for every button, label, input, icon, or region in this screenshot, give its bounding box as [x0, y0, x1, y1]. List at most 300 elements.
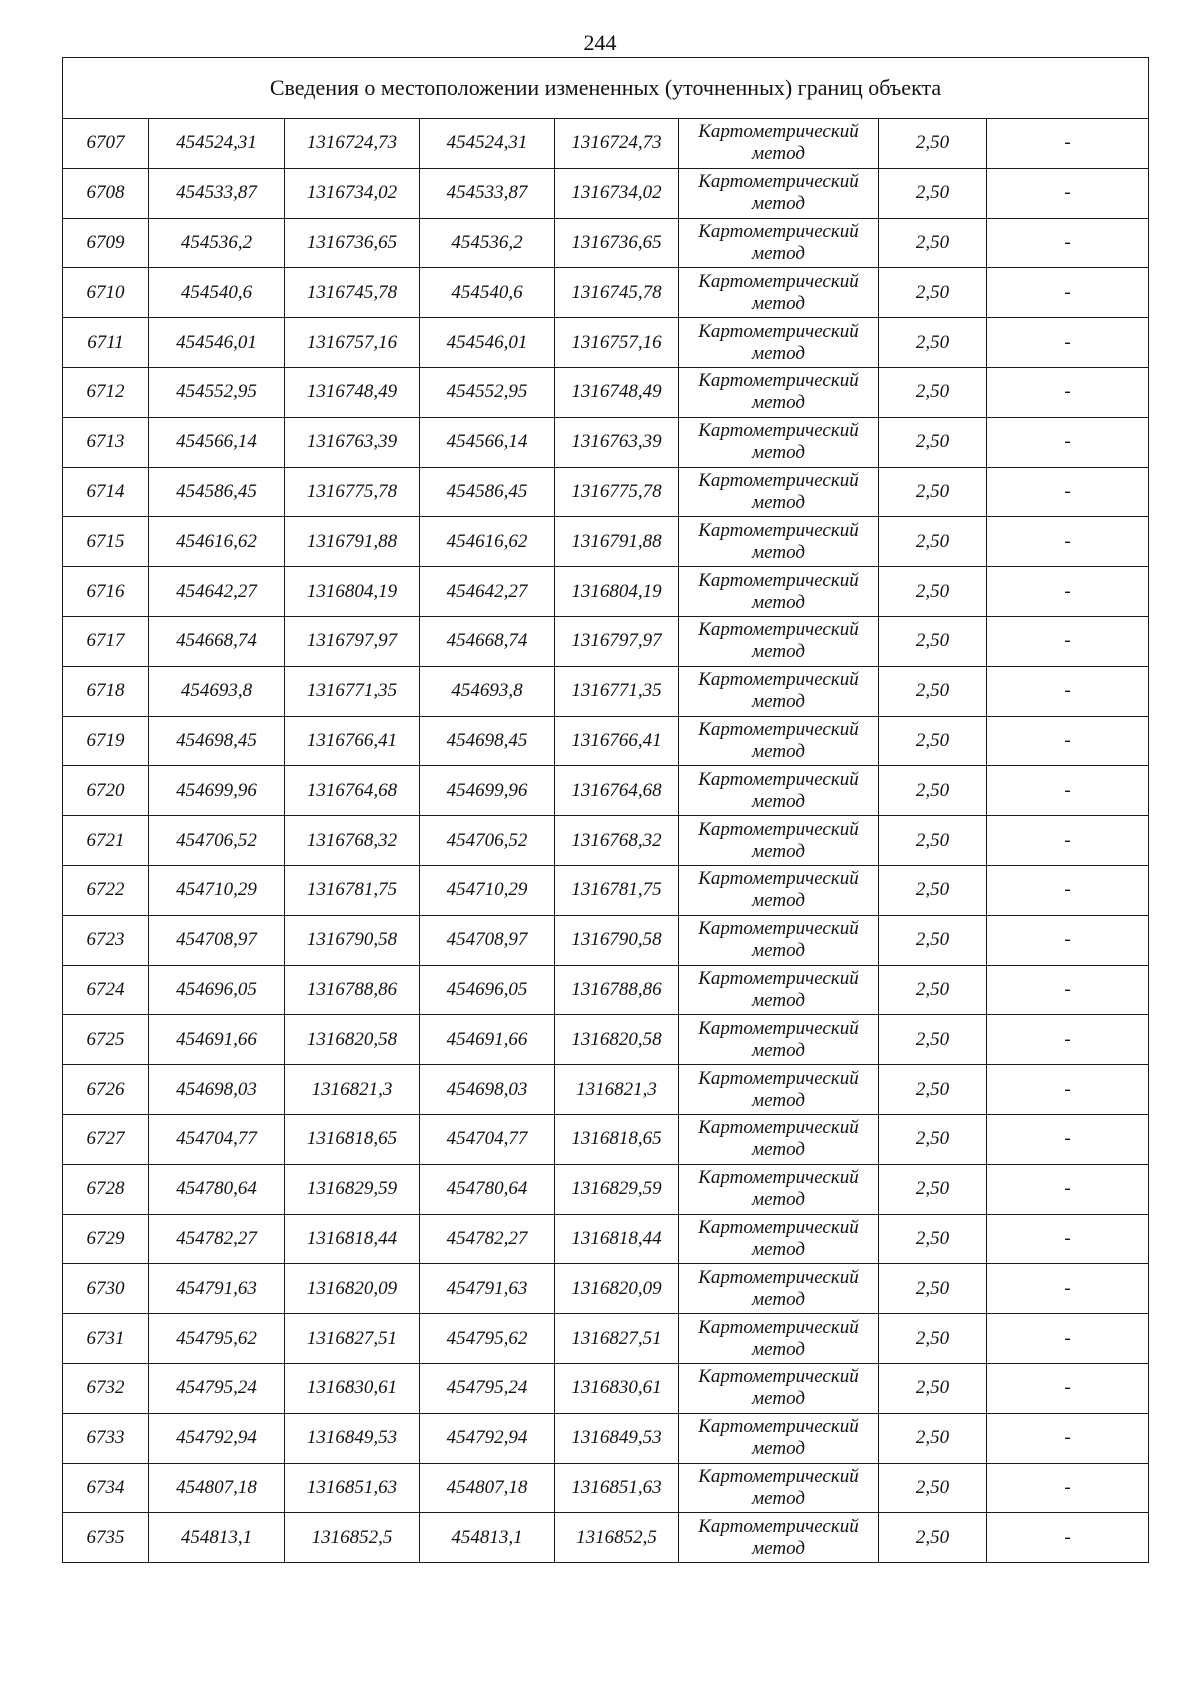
description-cell: - [987, 1513, 1149, 1563]
accuracy-cell: 2,50 [879, 119, 987, 169]
table-row [63, 517, 1149, 567]
refined-x-cell: 454698,03 [420, 1065, 555, 1115]
method-line-1: Картометрический [698, 1216, 859, 1238]
method-line-2: метод [752, 1238, 805, 1260]
table-row [63, 915, 1149, 965]
table-row [63, 367, 1149, 417]
method-line-2: метод [752, 591, 805, 613]
method-cell [679, 816, 879, 866]
point-number-cell: 6733 [63, 1413, 149, 1463]
refined-y-cell: 1316757,16 [555, 318, 679, 368]
existing-x-cell: 454586,45 [149, 467, 285, 517]
point-number-cell: 6724 [63, 965, 149, 1015]
point-number-cell: 6713 [63, 417, 149, 467]
refined-x-cell: 454699,96 [420, 766, 555, 816]
table-row [63, 865, 1149, 915]
existing-x-cell: 454642,27 [149, 567, 285, 617]
accuracy-cell: 2,50 [879, 1314, 987, 1364]
method-line-1: Картометрический [698, 1266, 859, 1288]
accuracy-cell: 2,50 [879, 268, 987, 318]
point-number-cell: 6721 [63, 816, 149, 866]
method-line-2: метод [752, 691, 805, 713]
method-cell [679, 268, 879, 318]
method-line-1: Картометрический [698, 768, 859, 790]
existing-x-cell: 454704,77 [149, 1114, 285, 1164]
method-line-2: метод [752, 442, 805, 464]
method-line-1: Картометрический [698, 171, 859, 193]
existing-y-cell: 1316734,02 [285, 168, 420, 218]
point-number-cell: 6720 [63, 766, 149, 816]
existing-y-cell: 1316821,3 [285, 1065, 420, 1115]
method-line-1: Картометрический [698, 1117, 859, 1139]
accuracy-cell: 2,50 [879, 567, 987, 617]
method-cell [679, 218, 879, 268]
existing-y-cell: 1316849,53 [285, 1413, 420, 1463]
existing-y-cell: 1316827,51 [285, 1314, 420, 1364]
refined-y-cell: 1316849,53 [555, 1413, 679, 1463]
table-row [63, 1065, 1149, 1115]
existing-y-cell: 1316790,58 [285, 915, 420, 965]
method-line-2: метод [752, 940, 805, 962]
method-cell [679, 1413, 879, 1463]
existing-y-cell: 1316757,16 [285, 318, 420, 368]
refined-y-cell: 1316829,59 [555, 1164, 679, 1214]
accuracy-cell: 2,50 [879, 816, 987, 866]
existing-y-cell: 1316818,65 [285, 1114, 420, 1164]
method-cell [679, 915, 879, 965]
description-cell: - [987, 517, 1149, 567]
method-line-1: Картометрический [698, 967, 859, 989]
existing-x-cell: 454533,87 [149, 168, 285, 218]
method-cell [679, 1065, 879, 1115]
description-cell: - [987, 467, 1149, 517]
existing-y-cell: 1316764,68 [285, 766, 420, 816]
method-cell [679, 517, 879, 567]
existing-x-cell: 454552,95 [149, 367, 285, 417]
method-line-2: метод [752, 989, 805, 1011]
method-line-1: Картометрический [698, 320, 859, 342]
refined-x-cell: 454706,52 [420, 816, 555, 866]
existing-x-cell: 454708,97 [149, 915, 285, 965]
method-line-2: метод [752, 1388, 805, 1410]
table-caption-row [63, 58, 1149, 119]
existing-y-cell: 1316852,5 [285, 1513, 420, 1563]
refined-x-cell: 454792,94 [420, 1413, 555, 1463]
refined-y-cell: 1316804,19 [555, 567, 679, 617]
accuracy-cell: 2,50 [879, 517, 987, 567]
method-line-2: метод [752, 143, 805, 165]
method-line-2: метод [752, 342, 805, 364]
method-line-2: метод [752, 491, 805, 513]
table-row [63, 119, 1149, 169]
method-line-1: Картометрический [698, 1017, 859, 1039]
method-cell [679, 666, 879, 716]
method-line-2: метод [752, 541, 805, 563]
refined-y-cell: 1316818,44 [555, 1214, 679, 1264]
description-cell: - [987, 168, 1149, 218]
existing-y-cell: 1316781,75 [285, 865, 420, 915]
method-line-1: Картометрический [698, 469, 859, 491]
existing-y-cell: 1316775,78 [285, 467, 420, 517]
refined-x-cell: 454696,05 [420, 965, 555, 1015]
table-row [63, 318, 1149, 368]
method-cell [679, 417, 879, 467]
existing-x-cell: 454566,14 [149, 417, 285, 467]
method-line-1: Картометрический [698, 1515, 859, 1537]
table-row [63, 567, 1149, 617]
existing-x-cell: 454698,03 [149, 1065, 285, 1115]
existing-x-cell: 454780,64 [149, 1164, 285, 1214]
refined-y-cell: 1316790,58 [555, 915, 679, 965]
method-cell [679, 965, 879, 1015]
refined-y-cell: 1316791,88 [555, 517, 679, 567]
description-cell: - [987, 218, 1149, 268]
existing-x-cell: 454691,66 [149, 1015, 285, 1065]
method-line-2: метод [752, 1039, 805, 1061]
point-number-cell: 6728 [63, 1164, 149, 1214]
accuracy-cell: 2,50 [879, 1114, 987, 1164]
refined-x-cell: 454642,27 [420, 567, 555, 617]
refined-x-cell: 454795,62 [420, 1314, 555, 1364]
accuracy-cell: 2,50 [879, 616, 987, 666]
table-row [63, 766, 1149, 816]
method-line-2: метод [752, 193, 805, 215]
existing-x-cell: 454791,63 [149, 1264, 285, 1314]
table-row [63, 1363, 1149, 1413]
method-cell [679, 766, 879, 816]
point-number-cell: 6718 [63, 666, 149, 716]
method-line-1: Картометрический [698, 669, 859, 691]
existing-x-cell: 454536,2 [149, 218, 285, 268]
method-cell [679, 119, 879, 169]
table-row [63, 168, 1149, 218]
description-cell: - [987, 865, 1149, 915]
method-line-2: метод [752, 641, 805, 663]
table-row [63, 716, 1149, 766]
refined-x-cell: 454668,74 [420, 616, 555, 666]
method-line-2: метод [752, 790, 805, 812]
method-line-2: метод [752, 740, 805, 762]
accuracy-cell: 2,50 [879, 865, 987, 915]
refined-x-cell: 454704,77 [420, 1114, 555, 1164]
refined-y-cell: 1316851,63 [555, 1463, 679, 1513]
refined-x-cell: 454540,6 [420, 268, 555, 318]
table-row [63, 1015, 1149, 1065]
point-number-cell: 6734 [63, 1463, 149, 1513]
point-number-cell: 6723 [63, 915, 149, 965]
method-line-2: метод [752, 1487, 805, 1509]
accuracy-cell: 2,50 [879, 1164, 987, 1214]
description-cell: - [987, 1314, 1149, 1364]
method-line-1: Картометрический [698, 718, 859, 740]
method-line-2: метод [752, 1189, 805, 1211]
description-cell: - [987, 1065, 1149, 1115]
existing-y-cell: 1316804,19 [285, 567, 420, 617]
existing-x-cell: 454807,18 [149, 1463, 285, 1513]
method-line-1: Картометрический [698, 868, 859, 890]
existing-y-cell: 1316820,09 [285, 1264, 420, 1314]
point-number-cell: 6717 [63, 616, 149, 666]
refined-x-cell: 454536,2 [420, 218, 555, 268]
table-row [63, 1463, 1149, 1513]
description-cell: - [987, 716, 1149, 766]
refined-x-cell: 454616,62 [420, 517, 555, 567]
method-cell [679, 168, 879, 218]
existing-y-cell: 1316766,41 [285, 716, 420, 766]
refined-y-cell: 1316745,78 [555, 268, 679, 318]
refined-y-cell: 1316818,65 [555, 1114, 679, 1164]
existing-y-cell: 1316763,39 [285, 417, 420, 467]
accuracy-cell: 2,50 [879, 367, 987, 417]
accuracy-cell: 2,50 [879, 1264, 987, 1314]
method-cell [679, 1214, 879, 1264]
table-row [63, 1214, 1149, 1264]
method-line-2: метод [752, 392, 805, 414]
method-line-1: Картометрический [698, 1465, 859, 1487]
refined-y-cell: 1316821,3 [555, 1065, 679, 1115]
table-row [63, 1314, 1149, 1364]
method-line-1: Картометрический [698, 818, 859, 840]
table-row [63, 218, 1149, 268]
point-number-cell: 6708 [63, 168, 149, 218]
point-number-cell: 6712 [63, 367, 149, 417]
method-line-2: метод [752, 890, 805, 912]
refined-y-cell: 1316771,35 [555, 666, 679, 716]
existing-y-cell: 1316851,63 [285, 1463, 420, 1513]
table-row [63, 1164, 1149, 1214]
point-number-cell: 6722 [63, 865, 149, 915]
table-row [63, 616, 1149, 666]
refined-y-cell: 1316768,32 [555, 816, 679, 866]
refined-y-cell: 1316764,68 [555, 766, 679, 816]
method-cell [679, 865, 879, 915]
refined-x-cell: 454524,31 [420, 119, 555, 169]
refined-y-cell: 1316788,86 [555, 965, 679, 1015]
existing-y-cell: 1316791,88 [285, 517, 420, 567]
refined-x-cell: 454552,95 [420, 367, 555, 417]
refined-y-cell: 1316781,75 [555, 865, 679, 915]
method-cell [679, 467, 879, 517]
method-line-2: метод [752, 1089, 805, 1111]
existing-y-cell: 1316736,65 [285, 218, 420, 268]
existing-y-cell: 1316768,32 [285, 816, 420, 866]
existing-x-cell: 454616,62 [149, 517, 285, 567]
point-number-cell: 6729 [63, 1214, 149, 1264]
existing-y-cell: 1316771,35 [285, 666, 420, 716]
boundary-coordinates-table [62, 57, 1149, 1563]
description-cell: - [987, 766, 1149, 816]
refined-y-cell: 1316763,39 [555, 417, 679, 467]
existing-y-cell: 1316788,86 [285, 965, 420, 1015]
accuracy-cell: 2,50 [879, 915, 987, 965]
refined-x-cell: 454710,29 [420, 865, 555, 915]
method-cell [679, 567, 879, 617]
method-line-2: метод [752, 840, 805, 862]
method-line-1: Картометрический [698, 619, 859, 641]
description-cell: - [987, 666, 1149, 716]
existing-y-cell: 1316748,49 [285, 367, 420, 417]
point-number-cell: 6726 [63, 1065, 149, 1115]
table-row [63, 417, 1149, 467]
point-number-cell: 6707 [63, 119, 149, 169]
description-cell: - [987, 567, 1149, 617]
table-row [63, 1114, 1149, 1164]
existing-y-cell: 1316797,97 [285, 616, 420, 666]
existing-x-cell: 454699,96 [149, 766, 285, 816]
method-line-1: Картометрический [698, 270, 859, 292]
refined-x-cell: 454586,45 [420, 467, 555, 517]
method-line-1: Картометрический [698, 220, 859, 242]
accuracy-cell: 2,50 [879, 1463, 987, 1513]
refined-x-cell: 454691,66 [420, 1015, 555, 1065]
table-row [63, 1513, 1149, 1563]
refined-y-cell: 1316775,78 [555, 467, 679, 517]
refined-y-cell: 1316797,97 [555, 616, 679, 666]
refined-y-cell: 1316820,09 [555, 1264, 679, 1314]
point-number-cell: 6732 [63, 1363, 149, 1413]
method-line-1: Картометрический [698, 519, 859, 541]
existing-y-cell: 1316829,59 [285, 1164, 420, 1214]
refined-x-cell: 454708,97 [420, 915, 555, 965]
existing-x-cell: 454546,01 [149, 318, 285, 368]
description-cell: - [987, 816, 1149, 866]
existing-x-cell: 454710,29 [149, 865, 285, 915]
accuracy-cell: 2,50 [879, 1363, 987, 1413]
method-line-1: Картометрический [698, 1067, 859, 1089]
refined-x-cell: 454795,24 [420, 1363, 555, 1413]
description-cell: - [987, 318, 1149, 368]
description-cell: - [987, 1015, 1149, 1065]
existing-y-cell: 1316820,58 [285, 1015, 420, 1065]
point-number-cell: 6727 [63, 1114, 149, 1164]
method-line-2: метод [752, 1338, 805, 1360]
refined-y-cell: 1316766,41 [555, 716, 679, 766]
existing-x-cell: 454706,52 [149, 816, 285, 866]
existing-y-cell: 1316745,78 [285, 268, 420, 318]
existing-x-cell: 454696,05 [149, 965, 285, 1015]
existing-x-cell: 454813,1 [149, 1513, 285, 1563]
refined-y-cell: 1316736,65 [555, 218, 679, 268]
description-cell: - [987, 119, 1149, 169]
description-cell: - [987, 1413, 1149, 1463]
description-cell: - [987, 1214, 1149, 1264]
refined-y-cell: 1316748,49 [555, 367, 679, 417]
method-cell [679, 1015, 879, 1065]
table-caption: Сведения о местоположении измененных (уточненных) границ объекта [63, 58, 1149, 119]
description-cell: - [987, 1164, 1149, 1214]
table-row [63, 816, 1149, 866]
table-row [63, 467, 1149, 517]
point-number-cell: 6735 [63, 1513, 149, 1563]
refined-x-cell: 454546,01 [420, 318, 555, 368]
method-line-1: Картометрический [698, 569, 859, 591]
point-number-cell: 6714 [63, 467, 149, 517]
method-line-1: Картометрический [698, 918, 859, 940]
table-row [63, 1264, 1149, 1314]
method-line-1: Картометрический [698, 1416, 859, 1438]
point-number-cell: 6725 [63, 1015, 149, 1065]
method-line-1: Картометрический [698, 420, 859, 442]
point-number-cell: 6731 [63, 1314, 149, 1364]
refined-x-cell: 454782,27 [420, 1214, 555, 1264]
method-line-2: метод [752, 292, 805, 314]
accuracy-cell: 2,50 [879, 666, 987, 716]
point-number-cell: 6730 [63, 1264, 149, 1314]
accuracy-cell: 2,50 [879, 417, 987, 467]
table-row [63, 268, 1149, 318]
description-cell: - [987, 1114, 1149, 1164]
table-row [63, 965, 1149, 1015]
description-cell: - [987, 268, 1149, 318]
point-number-cell: 6709 [63, 218, 149, 268]
accuracy-cell: 2,50 [879, 467, 987, 517]
existing-x-cell: 454668,74 [149, 616, 285, 666]
point-number-cell: 6715 [63, 517, 149, 567]
refined-y-cell: 1316820,58 [555, 1015, 679, 1065]
description-cell: - [987, 616, 1149, 666]
method-line-1: Картометрический [698, 121, 859, 143]
existing-x-cell: 454792,94 [149, 1413, 285, 1463]
method-cell [679, 1114, 879, 1164]
refined-x-cell: 454533,87 [420, 168, 555, 218]
method-line-2: метод [752, 242, 805, 264]
method-cell [679, 1164, 879, 1214]
method-cell [679, 1363, 879, 1413]
refined-y-cell: 1316830,61 [555, 1363, 679, 1413]
description-cell: - [987, 915, 1149, 965]
description-cell: - [987, 1463, 1149, 1513]
method-cell [679, 616, 879, 666]
refined-y-cell: 1316724,73 [555, 119, 679, 169]
description-cell: - [987, 1264, 1149, 1314]
existing-x-cell: 454693,8 [149, 666, 285, 716]
refined-y-cell: 1316734,02 [555, 168, 679, 218]
refined-y-cell: 1316827,51 [555, 1314, 679, 1364]
method-cell [679, 1264, 879, 1314]
accuracy-cell: 2,50 [879, 965, 987, 1015]
accuracy-cell: 2,50 [879, 1015, 987, 1065]
method-line-2: метод [752, 1139, 805, 1161]
description-cell: - [987, 367, 1149, 417]
accuracy-cell: 2,50 [879, 218, 987, 268]
existing-x-cell: 454782,27 [149, 1214, 285, 1264]
refined-x-cell: 454693,8 [420, 666, 555, 716]
point-number-cell: 6716 [63, 567, 149, 617]
point-number-cell: 6710 [63, 268, 149, 318]
existing-x-cell: 454698,45 [149, 716, 285, 766]
method-cell [679, 367, 879, 417]
accuracy-cell: 2,50 [879, 1214, 987, 1264]
refined-y-cell: 1316852,5 [555, 1513, 679, 1563]
accuracy-cell: 2,50 [879, 1513, 987, 1563]
method-line-1: Картометрический [698, 370, 859, 392]
accuracy-cell: 2,50 [879, 168, 987, 218]
existing-y-cell: 1316830,61 [285, 1363, 420, 1413]
existing-x-cell: 454795,62 [149, 1314, 285, 1364]
existing-y-cell: 1316818,44 [285, 1214, 420, 1264]
existing-x-cell: 454795,24 [149, 1363, 285, 1413]
method-cell [679, 1463, 879, 1513]
existing-x-cell: 454540,6 [149, 268, 285, 318]
accuracy-cell: 2,50 [879, 1065, 987, 1115]
description-cell: - [987, 417, 1149, 467]
method-cell [679, 1314, 879, 1364]
method-line-1: Картометрический [698, 1366, 859, 1388]
accuracy-cell: 2,50 [879, 766, 987, 816]
method-line-2: метод [752, 1537, 805, 1559]
refined-x-cell: 454807,18 [420, 1463, 555, 1513]
refined-x-cell: 454813,1 [420, 1513, 555, 1563]
